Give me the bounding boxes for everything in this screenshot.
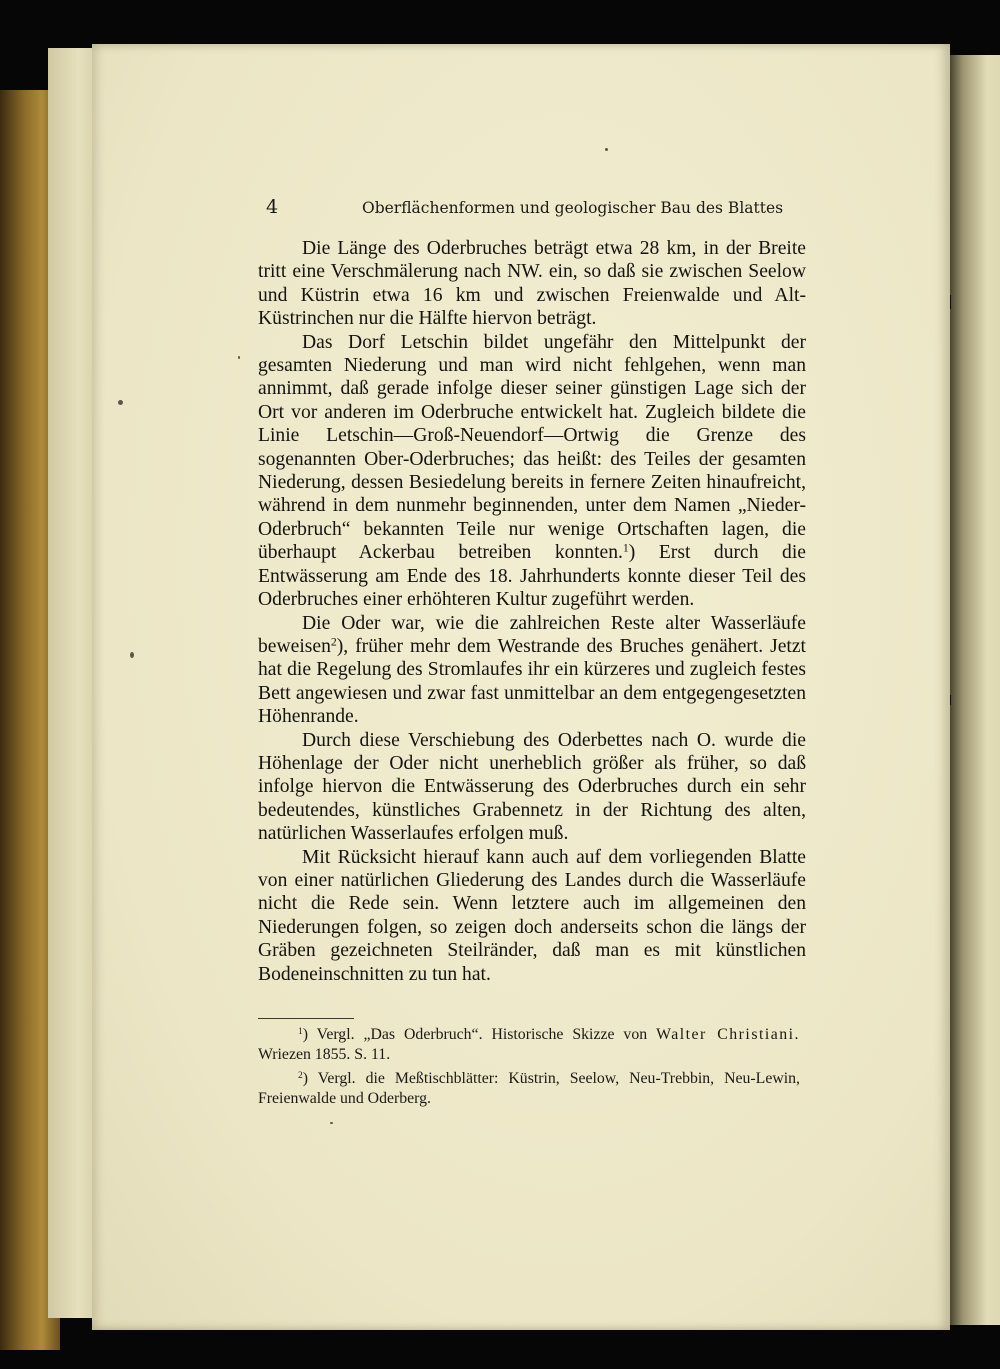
footnote-1-end: Wriezen 1855. S. 11. xyxy=(258,1046,391,1063)
paragraph-3-text: Die Oder war, wie die zahlreichen Reste alter Wasserläufe beweisen xyxy=(258,612,806,657)
footnote-ref-2: 2 xyxy=(330,635,337,649)
paragraph-3 xyxy=(258,612,806,729)
paragraph-3-end: ), früher mehr dem Westrande des Bruches genähert. Jetzt hat die Regelung des Stromlaufes ihr ein kürzeres und zugleich festes Bett angewiesen und zwar fast unmittelbar an dem entgegengesetzten Höhenrande. xyxy=(258,635,806,728)
page-number: 4 xyxy=(266,196,279,218)
facing-page-edge xyxy=(945,55,1000,1325)
paper-speck xyxy=(130,652,134,658)
paper-speck xyxy=(118,400,123,405)
paper-speck xyxy=(605,148,608,151)
footnote-1 xyxy=(258,1025,800,1065)
footnote-ref-1: 1 xyxy=(622,541,629,555)
footnotes xyxy=(258,1025,800,1109)
paper-speck xyxy=(330,1122,333,1124)
page-stack-edge xyxy=(48,48,98,1318)
paragraph-2 xyxy=(258,331,806,612)
footnote-1-author: Walter Christiani. xyxy=(656,1026,800,1043)
paragraph-1: Die Länge des Oderbruches beträgt etwa 28 km, in der Breite tritt eine Verschmälerung nach NW. ein, so daß sie zwischen Seelow und Küstrin etwa 16 km und zwischen Freienwalde und Alt-Küstrinchen nur die Hälfte hiervon beträgt. xyxy=(258,238,806,330)
paragraph-4: Durch diese Verschiebung des Oderbettes nach O. wurde die Höhenlage der Oder nicht unerheblich größer als früher, so daß infolge hiervon die Entwässerung des Oderbruches durch ein sehr bedeutendes, künstliches Grabennetz in der Richtung des alten, natürlichen Wasserlaufes erfolgen muß. xyxy=(258,729,806,845)
footnote-2-text: ) Vergl. die Meßtischblätter: Küstrin, Seelow, Neu-Trebbin, Neu-Lewin, Freienwalde und Oderberg. xyxy=(258,1070,800,1107)
paragraph-5: Mit Rücksicht hierauf kann auch auf dem vorliegenden Blatte von einer natürlichen Gliederung des Landes durch die Wasserläufe nicht die Rede sein. Wenn letztere auch im allgemeinen den Niederungen folgen, so zeigen doch anderseits schon die längs der Gräben gezeichneten Steilränder, daß man es mit künstlichen Bodeneinschnitten zu tun hat. xyxy=(258,846,806,985)
footnote-1-text: ) Vergl. „Das Oderbruch“. Historische Skizze von xyxy=(302,1026,648,1043)
footnote-2 xyxy=(258,1069,800,1109)
paper-speck xyxy=(238,356,240,359)
paragraph-2-text: Das Dorf Letschin bildet ungefähr den Mittelpunkt der gesamten Niederung und man wird nicht fehlgehen, wenn man annimmt, daß gerade infolge dieser seiner günstigen Lage sich der Ort vor anderen im Oderbruche entwickelt hat. Zugleich bildete die Linie Letschin—Groß-Neuendorf—Ortwig die Grenze des sogenannten Ober-Oderbruches; das heißt: des Teiles der gesamten Niederung, dessen Besiedelung bereits in fernere Zeiten hinaufreicht, während in dem nunmehr beginnenden, unter dem Namen „Nieder-Oderbruch“ bekannten Teile nur wenige Ortschaften lagen, die überhaupt Ackerbau betreiben konnten. xyxy=(258,331,806,564)
running-title: Oberflächenformen und geologischer Bau des Blattes xyxy=(362,199,784,217)
footnote-divider xyxy=(258,1018,354,1019)
footnote-1-mark: 1 xyxy=(298,1026,303,1037)
main-text xyxy=(258,237,806,986)
footnote-2-mark: 2 xyxy=(298,1070,303,1081)
paragraph-2-end: ) Erst durch die Entwässerung am Ende des 18. Jahrhunderts konnte dieser Teil des Oderbruches einer erhöhteren Kultur zugeführt werden. xyxy=(258,542,806,611)
